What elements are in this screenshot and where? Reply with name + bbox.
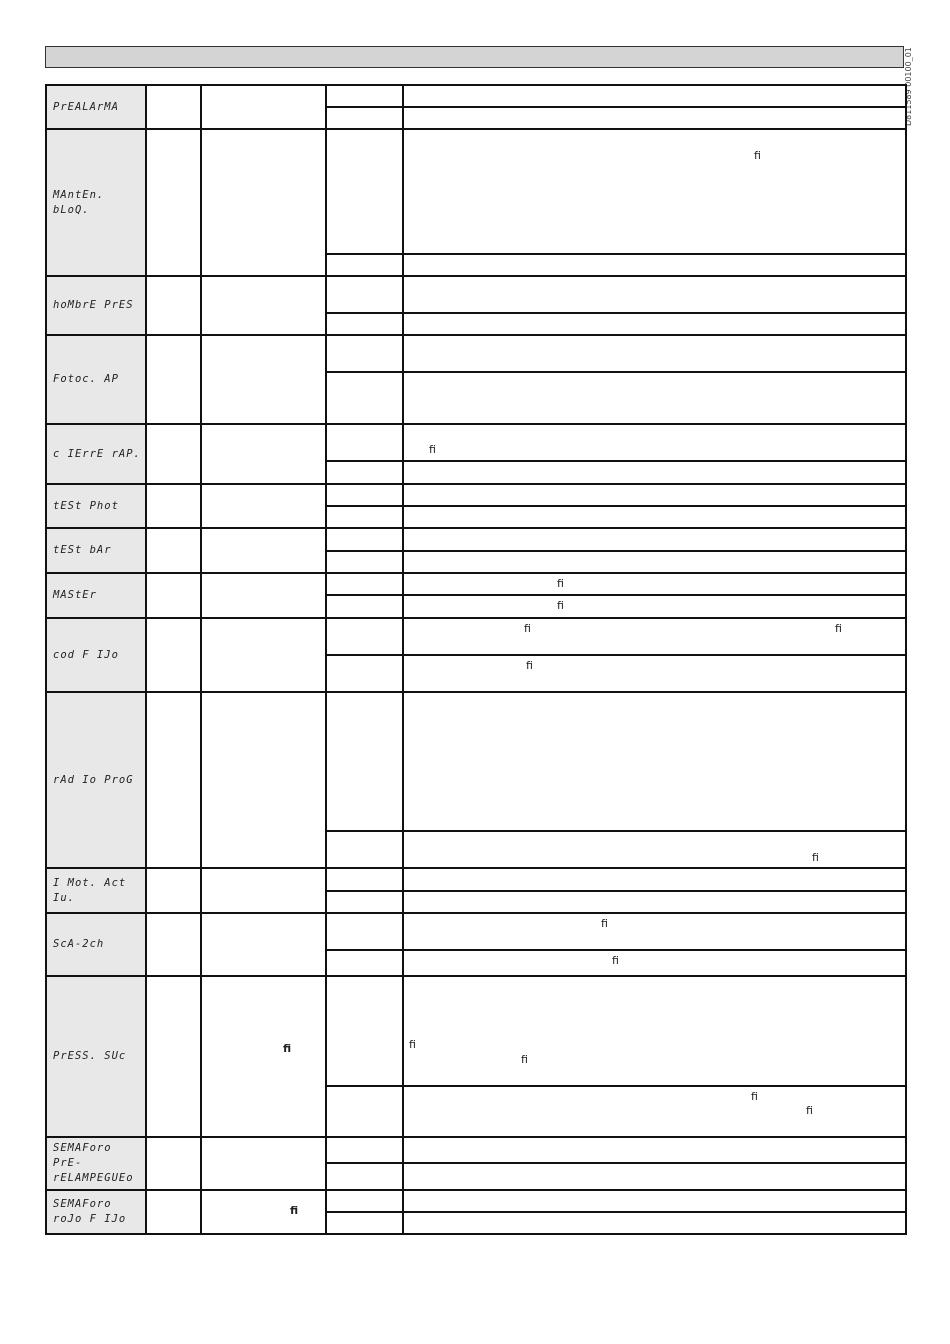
table-row — [46, 1137, 906, 1163]
fi-glyph: ﬁ — [612, 954, 619, 967]
value-cell — [326, 1190, 403, 1212]
default-cell — [146, 85, 201, 129]
default-cell — [146, 618, 201, 692]
description-cell — [403, 868, 906, 891]
description-cell — [403, 551, 906, 573]
value-cell — [326, 573, 403, 595]
table-row — [46, 528, 906, 551]
description-cell — [403, 950, 906, 976]
menu-cell — [201, 692, 326, 868]
value-cell — [326, 107, 403, 129]
value-cell — [326, 831, 403, 868]
value-cell — [326, 1212, 403, 1234]
description-cell — [403, 372, 906, 424]
description-cell — [403, 506, 906, 528]
value-cell — [326, 484, 403, 506]
value-cell — [326, 891, 403, 913]
table-row — [46, 85, 906, 107]
value-cell — [326, 335, 403, 372]
value-cell — [326, 655, 403, 692]
param-name: I Mot. Act Iu. — [46, 868, 146, 913]
table-row — [46, 618, 906, 655]
section-header-bar — [45, 46, 904, 68]
document-code: D811589 00100_01 — [904, 47, 913, 126]
value-cell — [326, 1137, 403, 1163]
value-cell — [326, 528, 403, 551]
param-name: SEMAForo PrE- rELAMPEGUEo — [46, 1137, 146, 1190]
menu-cell — [201, 976, 326, 1137]
value-cell — [326, 506, 403, 528]
table-row — [46, 1190, 906, 1212]
default-cell — [146, 129, 201, 276]
menu-cell — [201, 1137, 326, 1190]
param-name: cod F IJo — [46, 618, 146, 692]
description-cell — [403, 129, 906, 254]
default-cell — [146, 573, 201, 618]
menu-cell — [201, 528, 326, 573]
table-row — [46, 573, 906, 595]
default-cell — [146, 1137, 201, 1190]
value-cell — [326, 129, 403, 254]
param-name: PrEALArMA — [46, 85, 146, 129]
param-name: MAntEn. bLoQ. — [46, 129, 146, 276]
fi-glyph: ﬁ — [835, 622, 842, 635]
fi-glyph: ﬁ — [409, 1038, 416, 1051]
value-cell — [326, 85, 403, 107]
menu-cell — [201, 484, 326, 528]
description-cell — [403, 276, 906, 313]
menu-cell — [201, 868, 326, 913]
description-cell — [403, 335, 906, 372]
description-cell — [403, 655, 906, 692]
description-cell — [403, 618, 906, 655]
param-name: rAd Io ProG — [46, 692, 146, 868]
menu-cell — [201, 335, 326, 424]
menu-cell — [201, 85, 326, 129]
default-cell — [146, 335, 201, 424]
description-cell — [403, 573, 906, 595]
value-cell — [326, 913, 403, 950]
description-cell — [403, 254, 906, 276]
menu-cell — [201, 913, 326, 976]
description-cell — [403, 484, 906, 506]
description-cell — [403, 424, 906, 461]
default-cell — [146, 692, 201, 868]
description-cell — [403, 1163, 906, 1190]
description-cell — [403, 107, 906, 129]
menu-cell — [201, 424, 326, 484]
value-cell — [326, 313, 403, 335]
fi-glyph: ﬁ — [524, 622, 531, 635]
description-cell — [403, 461, 906, 484]
value-cell — [326, 976, 403, 1086]
value-cell — [326, 868, 403, 891]
parameter-table — [45, 84, 907, 1235]
value-cell — [326, 551, 403, 573]
description-cell — [403, 85, 906, 107]
description-cell — [403, 976, 906, 1086]
menu-cell — [201, 618, 326, 692]
fi-glyph: ﬁ — [521, 1053, 528, 1066]
description-cell — [403, 528, 906, 551]
table-row — [46, 129, 906, 254]
value-cell — [326, 950, 403, 976]
description-cell — [403, 1137, 906, 1163]
param-name: tESt Phot — [46, 484, 146, 528]
menu-cell — [201, 129, 326, 276]
value-cell — [326, 254, 403, 276]
fi-glyph: ﬁ — [429, 443, 436, 456]
description-cell — [403, 1190, 906, 1212]
fi-glyph: ﬁ — [557, 577, 564, 590]
table-row — [46, 692, 906, 831]
param-name: PrESS. SUc — [46, 976, 146, 1137]
default-cell — [146, 1190, 201, 1234]
param-name: SEMAForo roJo F IJo — [46, 1190, 146, 1234]
description-cell — [403, 1212, 906, 1234]
value-cell — [326, 618, 403, 655]
value-cell — [326, 1086, 403, 1137]
value-cell — [326, 276, 403, 313]
description-cell — [403, 595, 906, 618]
fi-glyph: ﬁ — [751, 1090, 758, 1103]
param-name: hoMbrE PrES — [46, 276, 146, 335]
table-row — [46, 976, 906, 1086]
param-name: MAStEr — [46, 573, 146, 618]
param-name: ScA-2ch — [46, 913, 146, 976]
default-cell — [146, 868, 201, 913]
description-cell — [403, 313, 906, 335]
table-row — [46, 868, 906, 891]
default-cell — [146, 976, 201, 1137]
table-row — [46, 484, 906, 506]
default-cell — [146, 484, 201, 528]
value-cell — [326, 595, 403, 618]
param-name: tESt bAr — [46, 528, 146, 573]
param-name: c IErrE rAP. — [46, 424, 146, 484]
table-row — [46, 276, 906, 313]
fi-glyph: ﬁ — [812, 851, 819, 864]
description-cell — [403, 692, 906, 831]
value-cell — [326, 372, 403, 424]
default-cell — [146, 424, 201, 484]
default-cell — [146, 913, 201, 976]
fi-glyph: ﬁ — [526, 659, 533, 672]
description-cell — [403, 831, 906, 868]
value-cell — [326, 461, 403, 484]
value-cell — [326, 692, 403, 831]
fi-glyph: ﬁ — [806, 1104, 813, 1117]
description-cell — [403, 913, 906, 950]
menu-cell — [201, 1190, 326, 1234]
menu-cell — [201, 573, 326, 618]
fi-glyph: ﬁ — [283, 1042, 292, 1055]
value-cell — [326, 424, 403, 461]
fi-glyph: ﬁ — [601, 917, 608, 930]
fi-glyph: ﬁ — [754, 149, 761, 162]
table-row — [46, 335, 906, 372]
description-cell — [403, 891, 906, 913]
table-row — [46, 424, 906, 461]
default-cell — [146, 276, 201, 335]
value-cell — [326, 1163, 403, 1190]
param-name: Fotoc. AP — [46, 335, 146, 424]
fi-glyph: ﬁ — [290, 1204, 299, 1217]
default-cell — [146, 528, 201, 573]
description-cell — [403, 1086, 906, 1137]
table-row — [46, 913, 906, 950]
menu-cell — [201, 276, 326, 335]
fi-glyph: ﬁ — [557, 599, 564, 612]
